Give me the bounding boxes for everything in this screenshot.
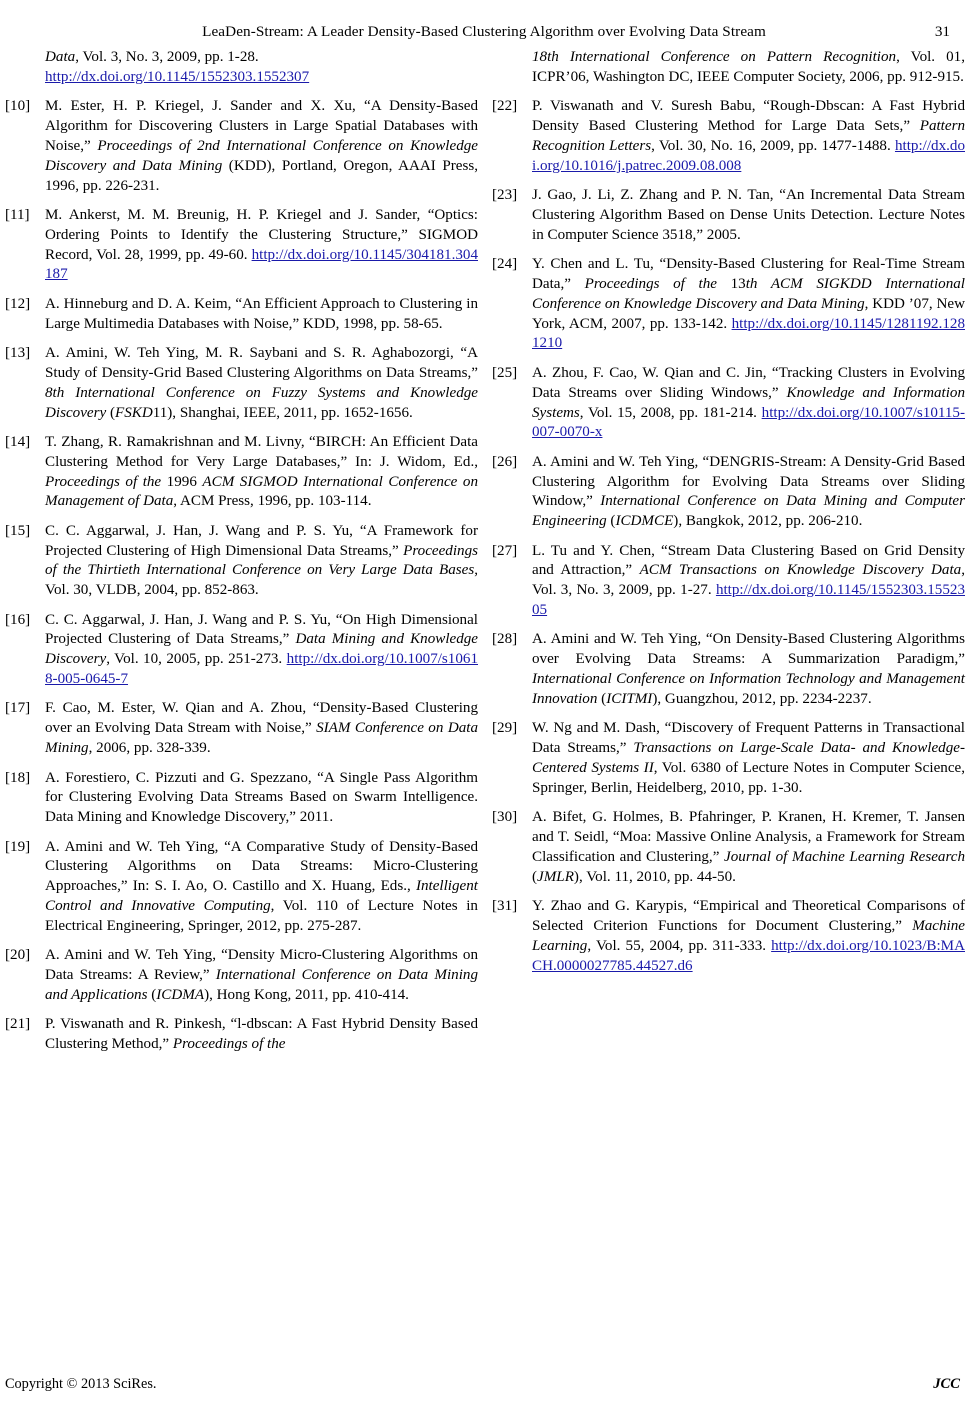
reference-number: [24] <box>492 256 518 273</box>
reference-item-22 <box>492 97 965 176</box>
reference-text-plain: L. Tu and Y. Chen, “Stream Data Clustering Based on Grid Density and Attraction,” <box>532 542 965 579</box>
reference-item-16 <box>5 611 478 690</box>
reference-text-plain: , Vol. 55, 2004, pp. 311-333. <box>587 937 772 954</box>
reference-text <box>45 769 478 829</box>
reference-item-21 <box>5 1015 478 1055</box>
source-title-italic: Pattern Recognition Letters <box>532 118 965 154</box>
source-title-italic: th ACM SIGKDD International Conference on Knowledge Discovery and Data Mining <box>532 275 965 312</box>
reference-text-plain: ( <box>147 986 157 1003</box>
acronym-italic: ICITMI <box>606 690 653 707</box>
reference-number: [18] <box>5 769 31 786</box>
source-title-italic: Transactions on Large-Scale Data- and Knowledge-Centered Systems II <box>532 740 965 776</box>
reference-text <box>45 48 478 88</box>
reference-number: [17] <box>5 700 31 717</box>
reference-number: [11] <box>5 206 30 223</box>
reference-text <box>532 897 965 976</box>
reference-text-plain: A. Hinneburg and D. A. Keim, “An Efficient Approach to Clustering in Large Multimedia Databases with Noise,” KDD, 1998, pp. 58-65. <box>45 295 478 332</box>
reference-text-plain: A. Amini, W. Teh Ying, M. R. Saybani and S. R. Aghabozorgi, “A Study of Density-Grid Based Clustering Algorithms on Data Streams,” <box>45 344 478 381</box>
reference-text-plain: ), Vol. 11, 2010, pp. 44-50. <box>573 868 736 885</box>
reference-text-plain: A. Amini and W. Teh Ying, “A Comparative Study of Density-Based Clustering Algorithms on Data Streams: Micro-Clustering Approaches,” In: S. I. Ao, O. Castillo and X. Huang, Eds., <box>45 838 478 895</box>
reference-item-23 <box>492 186 965 246</box>
reference-item-30 <box>492 808 965 887</box>
reference-text <box>45 206 478 285</box>
reference-text <box>45 522 478 601</box>
reference-text-plain: , Vol. 10, 2005, pp. 251-273. <box>106 651 287 668</box>
reference-number: [21] <box>5 1016 31 1033</box>
page-footer <box>0 1374 968 1396</box>
reference-text-plain: A. Amini and W. Teh Ying, “Density Micro-Clustering Algorithms on Data Streams: A Review,” <box>45 947 478 984</box>
copyright-notice: Copyright © 2013 SciRes. <box>5 1376 157 1392</box>
reference-text-plain: M. Ester, H. P. Kriegel, J. Sander and X. Xu, “A Density-Based Algorithm for Discovering Clusters in Large Spatial Databases with Noise,” <box>45 98 478 154</box>
reference-number: [27] <box>492 542 518 559</box>
reference-item-14 <box>5 433 478 512</box>
reference-text-plain: A. Zhou, F. Cao, W. Qian and C. Jin, “Tracking Clusters in Evolving Data Streams over Sliding Windows,” <box>532 364 965 401</box>
reference-text-plain: ), Hong Kong, 2011, pp. 410-414. <box>204 986 409 1003</box>
reference-item-20 <box>5 946 478 1006</box>
reference-text-plain: ), Guangzhou, 2012, pp. 2234-2237. <box>652 690 872 707</box>
reference-number: [25] <box>492 364 518 381</box>
reference-number: [13] <box>5 344 31 361</box>
reference-number: [15] <box>5 522 31 539</box>
reference-text <box>532 186 965 246</box>
source-title-italic: Proceedings of the <box>172 1036 286 1053</box>
reference-item-29 <box>492 719 965 798</box>
reference-text-plain: P. Viswanath and R. Pinkesh, “l-dbscan: A Fast Hybrid Density Based Clustering Method,” <box>45 1016 478 1053</box>
source-title-italic: International Conference on Data Mining and Applications <box>45 967 478 1003</box>
reference-text <box>532 364 965 443</box>
doi-link[interactable]: http://dx.doi.org/10.1007/s10618-005-0645-7 <box>45 651 478 688</box>
source-title-italic: ACM Transactions on Knowledge Discovery Data <box>639 562 962 579</box>
reference-text <box>532 453 965 532</box>
reference-item-19 <box>5 838 478 937</box>
doi-link[interactable]: http://dx.doi.org/10.1016/j.patrec.2009.08.008 <box>532 137 965 174</box>
source-title-italic: Machine Learning <box>532 917 965 954</box>
reference-number: [26] <box>492 453 518 470</box>
reference-text-plain: , ACM Press, 1996, pp. 103-114. <box>173 493 372 510</box>
source-title-italic: 18th International Conference on Pattern Recognition <box>532 49 897 65</box>
reference-item-13 <box>5 344 478 423</box>
reference-text-plain: , Vol. 15, 2008, pp. 181-214. <box>579 404 762 421</box>
reference-text-plain: ( <box>606 513 616 530</box>
reference-text <box>532 719 965 798</box>
reference-text-plain: M. Ankerst, M. M. Breunig, H. P. Kriegel and J. Sander, “Optics: Ordering Points to Identify the Clustering Structure,” SIGMOD Record, Vol. 28, 1999, pp. 49-60. <box>45 206 478 263</box>
reference-text-plain: Y. Zhao and G. Karypis, “Empirical and Theoretical Comparisons of Selected Criterion Functions for Document Clustering,” <box>532 898 965 934</box>
reference-item-12 <box>5 295 478 335</box>
reference-text-plain: , Vol. 6380 of Lecture Notes in Computer Science, Springer, Berlin, Heidelberg, 2010, pp. 1-30. <box>532 760 965 796</box>
reference-text-plain: , Vol. 3, No. 3, 2009, pp. 1-27. <box>532 562 965 599</box>
source-title-italic: 8th International Conference on Fuzzy Systems and Knowledge Discovery <box>45 384 478 421</box>
acronym-italic: FSKD <box>115 404 153 421</box>
source-title-italic: Intelligent Control and Innovative Computing <box>45 878 478 915</box>
reference-number: [12] <box>5 295 31 312</box>
reference-number: [20] <box>5 947 31 964</box>
reference-number: [28] <box>492 631 518 648</box>
reference-item-11 <box>5 206 478 285</box>
reference-continuation-right <box>492 48 965 88</box>
reference-item-31 <box>492 897 965 976</box>
reference-text <box>532 808 965 887</box>
running-head-title: LeaDen-Stream: A Leader Density-Based Clustering Algorithm over Evolving Data Stream <box>202 23 766 40</box>
source-title-italic: Proceedings of the <box>45 473 162 490</box>
reference-text <box>45 344 478 423</box>
reference-text-plain: J. Gao, J. Li, Z. Zhang and P. N. Tan, “An Incremental Data Stream Clustering Algorithm Based on Dense Units Detection. Lecture Notes in Computer Science 3518,” 2005. <box>532 187 965 243</box>
reference-text <box>45 1015 478 1055</box>
reference-text-plain: 13 <box>716 275 746 292</box>
reference-item-25 <box>492 364 965 443</box>
reference-text-plain: , Vol. 01, ICPR’06, Washington DC, IEEE Computer Society, 2006, pp. 912-915. <box>532 49 965 85</box>
doi-link[interactable]: http://dx.doi.org/10.1145/1281192.1281210 <box>532 315 965 352</box>
reference-text <box>45 611 478 690</box>
doi-link[interactable]: http://dx.doi.org/10.1023/B:MACH.0000027785.44527.d6 <box>532 937 965 974</box>
source-title-italic: International Conference on Data Mining and Computer Engineering <box>532 493 965 530</box>
reference-continuation-left <box>5 48 478 88</box>
source-title-italic: Journal of Machine Learning Research <box>724 848 965 865</box>
reference-text-plain: , Vol. 110 of Lecture Notes in Electrical Engineering, Springer, 2012, pp. 275-287. <box>45 898 478 934</box>
acronym-italic: JMLR <box>537 868 574 885</box>
source-title-italic: Proceedings of the Thirtieth International Conference on Very Large Data Bases <box>45 542 478 579</box>
reference-text-plain: A. Amini and W. Teh Ying, “DENGRIS-Stream: A Density-Grid Based Clustering Algorithm for Evolving Data Streams over Sliding Window,” <box>532 453 965 510</box>
reference-text-plain: 11), Shanghai, IEEE, 2011, pp. 1652-1656. <box>152 404 413 421</box>
reference-list-columns <box>0 48 968 1288</box>
doi-link[interactable]: http://dx.doi.org/10.1145/304181.304187 <box>45 246 478 283</box>
reference-number: [19] <box>5 838 31 855</box>
left-column <box>5 48 478 1055</box>
doi-link[interactable]: http://dx.doi.org/10.1145/1552303.1552307 <box>45 68 310 85</box>
reference-text <box>532 255 965 354</box>
reference-item-10 <box>5 97 478 196</box>
reference-number: [23] <box>492 187 518 204</box>
reference-text <box>532 97 965 176</box>
reference-text-plain: , Vol. 3, No. 3, 2009, pp. 1-28. <box>75 49 259 65</box>
reference-text <box>532 630 965 709</box>
page-header <box>0 22 968 44</box>
reference-text-plain: A. Bifet, G. Holmes, B. Pfahringer, P. Kranen, H. Kremer, T. Jansen and T. Seidl, “Moa: Massive Online Analysis, a Framework for Stream Classification and Clustering,” <box>532 809 965 865</box>
reference-text-plain: A. Forestiero, C. Pizzuti and G. Spezzano, “A Single Pass Algorithm for Clustering Evolving Data Streams Based on Swarm Intelligence. Data Mining and Knowledge Discovery,” 2011. <box>45 769 478 826</box>
source-title-italic: International Conference on Information Technology and Management Innovation <box>532 671 965 707</box>
reference-text-plain: Y. Chen and L. Tu, “Density-Based Clustering for Real-Time Stream Data,” <box>532 256 965 292</box>
doi-link[interactable]: http://dx.doi.org/10.1007/s10115-007-0070-x <box>532 404 965 441</box>
reference-text-plain: W. Ng and M. Dash, “Discovery of Frequent Patterns in Transactional Data Streams,” <box>532 720 965 757</box>
source-title-italic: Proceedings of 2nd International Conference on Knowledge Discovery and Data Mining <box>45 137 478 174</box>
reference-text <box>532 542 965 621</box>
reference-text-plain: F. Cao, M. Ester, W. Qian and A. Zhou, “Density-Based Clustering over an Evolving Data Stream with Noise,” <box>45 700 478 737</box>
reference-number: [30] <box>492 809 518 826</box>
reference-item-24 <box>492 255 965 354</box>
reference-text-plain: 1996 <box>161 473 203 490</box>
reference-text <box>45 97 478 196</box>
source-title-italic: Knowledge and Information Systems <box>532 384 966 421</box>
reference-text <box>45 295 478 335</box>
source-title-italic: ACM SIGMOD International Conference on Management of Data <box>45 473 479 510</box>
reference-number: [22] <box>492 98 518 115</box>
reference-text-plain: ( <box>106 404 115 421</box>
reference-item-28 <box>492 630 965 709</box>
journal-title-italic: Data <box>45 49 76 65</box>
right-column <box>492 48 965 976</box>
journal-abbreviation: JCC <box>933 1376 960 1392</box>
reference-number: [14] <box>5 433 31 450</box>
reference-text <box>532 48 965 88</box>
source-title-italic: SIAM Conference on Data Mining <box>45 720 479 757</box>
reference-text-plain: , KDD ’07, New York, ACM, 2007, pp. 133-142. <box>532 295 965 332</box>
reference-item-27 <box>492 542 965 621</box>
reference-text-plain: A. Amini and W. Teh Ying, “On Density-Based Clustering Algorithms over Evolving Data Streams: A Summarization Paradigm,” <box>532 631 965 668</box>
reference-text-plain: ( <box>597 690 607 707</box>
reference-text <box>45 699 478 759</box>
reference-text-plain: ( <box>532 868 538 885</box>
reference-text <box>45 946 478 1006</box>
reference-text-plain: , Vol. 30, No. 16, 2009, pp. 1477-1488. <box>651 137 895 154</box>
reference-text <box>45 433 478 512</box>
reference-text-plain: P. Viswanath and V. Suresh Babu, “Rough-Dbscan: A Fast Hybrid Density Based Clustering Method for Large Data Sets,” <box>532 98 965 135</box>
acronym-italic: ICDMCE <box>615 513 674 530</box>
reference-item-15 <box>5 522 478 601</box>
reference-item-17 <box>5 699 478 759</box>
doi-link[interactable]: http://dx.doi.org/10.1145/1552303.1552305 <box>532 582 965 619</box>
reference-number: [10] <box>5 98 31 115</box>
reference-text-plain: , Vol. 30, VLDB, 2004, pp. 852-863. <box>45 562 478 599</box>
page-number: 31 <box>934 23 950 40</box>
reference-text-plain: C. C. Aggarwal, J. Han, J. Wang and P. S. Yu, “On High Dimensional Projected Clustering of Data Streams,” <box>45 611 478 648</box>
source-title-italic: Data Mining and Knowledge Discovery <box>45 631 479 668</box>
reference-text-plain: T. Zhang, R. Ramakrishnan and M. Livny, “BIRCH: An Efficient Data Clustering Method for Very Large Databases,” In: J. Widom, Ed., <box>45 433 478 470</box>
reference-item-26 <box>492 453 965 532</box>
reference-text-plain: C. C. Aggarwal, J. Han, J. Wang and P. S. Yu, “A Framework for Projected Clustering of High Dimensional Data Streams,” <box>45 522 478 559</box>
reference-item-18 <box>5 769 478 829</box>
reference-text <box>45 838 478 937</box>
reference-text-plain: ), Bangkok, 2012, pp. 206-210. <box>673 513 863 530</box>
source-title-italic: Proceedings of the <box>584 275 717 292</box>
reference-text-plain: , 2006, pp. 328-339. <box>88 740 211 757</box>
reference-text-plain: (KDD), Portland, Oregon, AAAI Press, 1996, pp. 226-231. <box>45 157 478 194</box>
reference-number: [16] <box>5 611 31 628</box>
acronym-italic: ICDMA <box>156 986 205 1003</box>
reference-number: [29] <box>492 720 518 737</box>
reference-number: [31] <box>492 898 518 915</box>
